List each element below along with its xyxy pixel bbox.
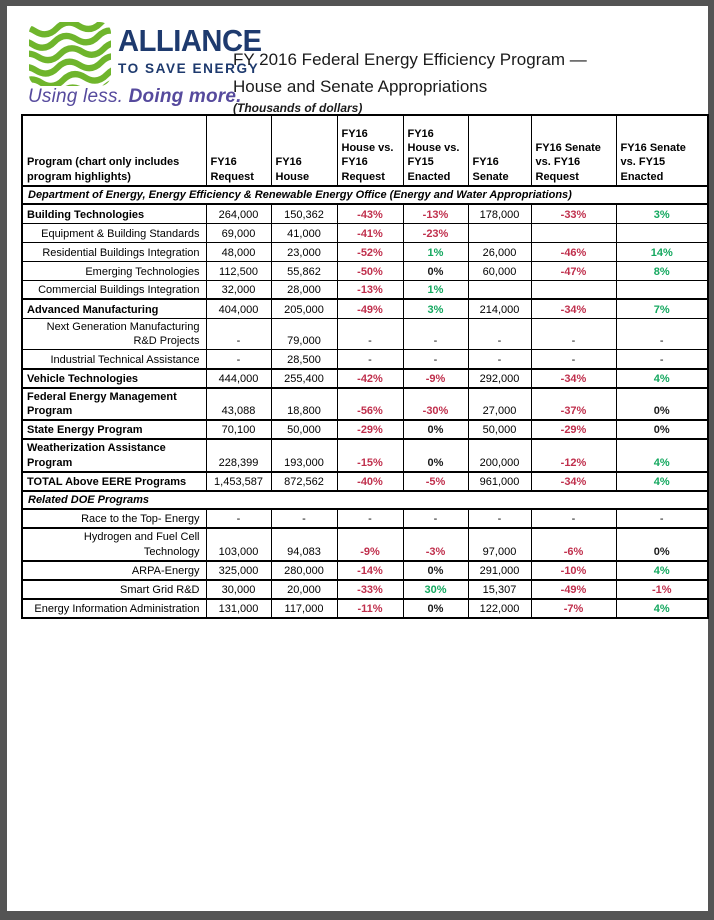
value-cell: 43,088 <box>206 388 271 421</box>
section-label: Related DOE Programs <box>22 491 708 509</box>
value-cell: 178,000 <box>468 204 531 223</box>
value-cell: 0% <box>403 420 468 439</box>
table-row <box>22 420 708 439</box>
value-cell: 4% <box>616 439 708 472</box>
table-row <box>22 299 708 318</box>
value-cell: 3% <box>403 299 468 318</box>
value-cell: -42% <box>337 369 403 388</box>
title-line-2: House and Senate Appropriations <box>233 77 488 96</box>
value-cell: -13% <box>337 280 403 299</box>
value-cell: 131,000 <box>206 599 271 618</box>
value-cell: - <box>531 509 616 528</box>
logo-tagline <box>28 86 242 108</box>
value-cell <box>531 280 616 299</box>
value-cell: 28,000 <box>271 280 337 299</box>
value-cell: - <box>206 318 271 350</box>
appropriations-table <box>21 114 709 619</box>
program-cell: Next Generation Manufacturing R&D Projects <box>22 318 206 350</box>
value-cell: 27,000 <box>468 388 531 421</box>
value-cell: -46% <box>531 242 616 261</box>
program-cell: Energy Information Administration <box>22 599 206 618</box>
table-row <box>22 318 708 350</box>
value-cell: -50% <box>337 261 403 280</box>
value-cell: -12% <box>531 439 616 472</box>
value-cell: -10% <box>531 561 616 580</box>
value-cell: -34% <box>531 369 616 388</box>
value-cell: 30,000 <box>206 580 271 599</box>
value-cell: -33% <box>531 204 616 223</box>
value-cell: -30% <box>403 388 468 421</box>
value-cell: -9% <box>337 528 403 561</box>
value-cell: 23,000 <box>271 242 337 261</box>
value-cell: - <box>468 318 531 350</box>
value-cell: 50,000 <box>271 420 337 439</box>
value-cell: 228,399 <box>206 439 271 472</box>
value-cell: 30% <box>403 580 468 599</box>
value-cell: - <box>337 509 403 528</box>
value-cell: 4% <box>616 472 708 491</box>
value-cell: 0% <box>403 599 468 618</box>
tagline-regular: Using less. <box>28 86 129 107</box>
column-header: FY16 Senate vs. FY16 Request <box>531 115 616 186</box>
value-cell: 50,000 <box>468 420 531 439</box>
value-cell: 4% <box>616 561 708 580</box>
value-cell: 291,000 <box>468 561 531 580</box>
value-cell: -41% <box>337 223 403 242</box>
value-cell: 103,000 <box>206 528 271 561</box>
value-cell: 14% <box>616 242 708 261</box>
value-cell: 15,307 <box>468 580 531 599</box>
program-cell: Vehicle Technologies <box>22 369 206 388</box>
table-row <box>22 439 708 472</box>
value-cell: 280,000 <box>271 561 337 580</box>
value-cell: - <box>403 318 468 350</box>
column-header: FY16 House vs. FY16 Request <box>337 115 403 186</box>
value-cell: - <box>616 318 708 350</box>
value-cell: - <box>337 350 403 369</box>
value-cell: 7% <box>616 299 708 318</box>
table-row <box>22 528 708 561</box>
table-header <box>22 115 708 186</box>
table-row <box>22 242 708 261</box>
value-cell: -29% <box>531 420 616 439</box>
value-cell: -1% <box>616 580 708 599</box>
program-cell: Equipment & Building Standards <box>22 223 206 242</box>
document-page <box>7 6 708 911</box>
table-row <box>22 599 708 618</box>
value-cell: 325,000 <box>206 561 271 580</box>
value-cell: 8% <box>616 261 708 280</box>
program-cell: Federal Energy Management Program <box>22 388 206 421</box>
table-row <box>22 204 708 223</box>
value-cell: 79,000 <box>271 318 337 350</box>
alliance-logo-icon <box>28 21 112 87</box>
table-row <box>22 223 708 242</box>
value-cell <box>531 223 616 242</box>
value-cell: -3% <box>403 528 468 561</box>
value-cell: 1,453,587 <box>206 472 271 491</box>
value-cell: -37% <box>531 388 616 421</box>
value-cell: - <box>403 509 468 528</box>
value-cell: - <box>531 350 616 369</box>
value-cell <box>468 223 531 242</box>
logo-wordmark: ALLIANCE <box>118 23 262 58</box>
logo-wordmark-sub: TO SAVE ENERGY <box>118 59 260 76</box>
program-cell: Commercial Buildings Integration <box>22 280 206 299</box>
value-cell: 60,000 <box>468 261 531 280</box>
program-cell: Emerging Technologies <box>22 261 206 280</box>
table-row <box>22 261 708 280</box>
value-cell: 55,862 <box>271 261 337 280</box>
header-row <box>22 115 708 186</box>
value-cell: -47% <box>531 261 616 280</box>
value-cell: -5% <box>403 472 468 491</box>
value-cell: 20,000 <box>271 580 337 599</box>
value-cell: -34% <box>531 472 616 491</box>
value-cell: 961,000 <box>468 472 531 491</box>
table-row <box>22 561 708 580</box>
value-cell: 0% <box>616 420 708 439</box>
value-cell: -52% <box>337 242 403 261</box>
column-header: FY16 House <box>271 115 337 186</box>
program-cell: Weatherization Assistance Program <box>22 439 206 472</box>
value-cell: - <box>468 509 531 528</box>
table-row <box>22 280 708 299</box>
value-cell: - <box>616 509 708 528</box>
value-cell: -56% <box>337 388 403 421</box>
title-line-1: FY 2016 Federal Energy Efficiency Program — <box>233 50 587 69</box>
column-header-program: Program (chart only includes program highlights) <box>22 115 206 186</box>
table-row <box>22 580 708 599</box>
value-cell: 3% <box>616 204 708 223</box>
value-cell: -6% <box>531 528 616 561</box>
value-cell: -13% <box>403 204 468 223</box>
value-cell: 444,000 <box>206 369 271 388</box>
value-cell: - <box>206 509 271 528</box>
value-cell: 122,000 <box>468 599 531 618</box>
value-cell: - <box>616 350 708 369</box>
value-cell: -34% <box>531 299 616 318</box>
program-cell: Advanced Manufacturing <box>22 299 206 318</box>
value-cell: 214,000 <box>468 299 531 318</box>
value-cell: 70,100 <box>206 420 271 439</box>
section-label: Department of Energy, Energy Efficiency & Renewable Energy Office (Energy and Water Appropriations) <box>22 186 708 204</box>
value-cell: 4% <box>616 369 708 388</box>
table-body <box>22 186 708 618</box>
program-cell: Residential Buildings Integration <box>22 242 206 261</box>
column-header: FY16 Senate <box>468 115 531 186</box>
value-cell: 69,000 <box>206 223 271 242</box>
value-cell: 117,000 <box>271 599 337 618</box>
value-cell: -43% <box>337 204 403 223</box>
value-cell: 0% <box>403 561 468 580</box>
value-cell: 404,000 <box>206 299 271 318</box>
program-cell: ARPA-Energy <box>22 561 206 580</box>
value-cell: - <box>531 318 616 350</box>
document-title <box>233 46 587 115</box>
value-cell <box>616 223 708 242</box>
section-row <box>22 491 708 509</box>
value-cell: 0% <box>616 388 708 421</box>
value-cell: -9% <box>403 369 468 388</box>
value-cell: 0% <box>403 261 468 280</box>
value-cell: 32,000 <box>206 280 271 299</box>
program-cell: Industrial Technical Assistance <box>22 350 206 369</box>
value-cell: 94,083 <box>271 528 337 561</box>
value-cell: -15% <box>337 439 403 472</box>
table-row <box>22 350 708 369</box>
value-cell: 1% <box>403 280 468 299</box>
value-cell: 292,000 <box>468 369 531 388</box>
column-header: FY16 Request <box>206 115 271 186</box>
value-cell: - <box>337 318 403 350</box>
value-cell: 1% <box>403 242 468 261</box>
value-cell <box>468 280 531 299</box>
value-cell <box>616 280 708 299</box>
program-cell: Smart Grid R&D <box>22 580 206 599</box>
value-cell: 193,000 <box>271 439 337 472</box>
program-cell: Building Technologies <box>22 204 206 223</box>
table-row <box>22 369 708 388</box>
value-cell: -40% <box>337 472 403 491</box>
value-cell: 0% <box>616 528 708 561</box>
value-cell: -14% <box>337 561 403 580</box>
value-cell: -49% <box>337 299 403 318</box>
value-cell: 205,000 <box>271 299 337 318</box>
value-cell: 150,362 <box>271 204 337 223</box>
program-cell: Race to the Top- Energy <box>22 509 206 528</box>
value-cell: 41,000 <box>271 223 337 242</box>
value-cell: 0% <box>403 439 468 472</box>
program-cell: Hydrogen and Fuel Cell Technology <box>22 528 206 561</box>
value-cell: -23% <box>403 223 468 242</box>
value-cell: - <box>403 350 468 369</box>
value-cell: 4% <box>616 599 708 618</box>
value-cell: - <box>468 350 531 369</box>
table-row <box>22 509 708 528</box>
value-cell: 48,000 <box>206 242 271 261</box>
value-cell: 28,500 <box>271 350 337 369</box>
column-header: FY16 House vs. FY15 Enacted <box>403 115 468 186</box>
value-cell: 18,800 <box>271 388 337 421</box>
value-cell: - <box>271 509 337 528</box>
section-row <box>22 186 708 204</box>
value-cell: 200,000 <box>468 439 531 472</box>
program-cell: TOTAL Above EERE Programs <box>22 472 206 491</box>
value-cell: 255,400 <box>271 369 337 388</box>
tagline-bold: Doing more. <box>128 86 242 107</box>
value-cell: 872,562 <box>271 472 337 491</box>
value-cell: -49% <box>531 580 616 599</box>
program-cell: State Energy Program <box>22 420 206 439</box>
value-cell: - <box>206 350 271 369</box>
value-cell: 26,000 <box>468 242 531 261</box>
value-cell: -7% <box>531 599 616 618</box>
value-cell: -33% <box>337 580 403 599</box>
value-cell: 97,000 <box>468 528 531 561</box>
table-row <box>22 388 708 421</box>
value-cell: -11% <box>337 599 403 618</box>
title-units-note: (Thousands of dollars) <box>233 101 363 115</box>
table-row <box>22 472 708 491</box>
value-cell: 112,500 <box>206 261 271 280</box>
value-cell: 264,000 <box>206 204 271 223</box>
value-cell: -29% <box>337 420 403 439</box>
column-header: FY16 Senate vs. FY15 Enacted <box>616 115 708 186</box>
